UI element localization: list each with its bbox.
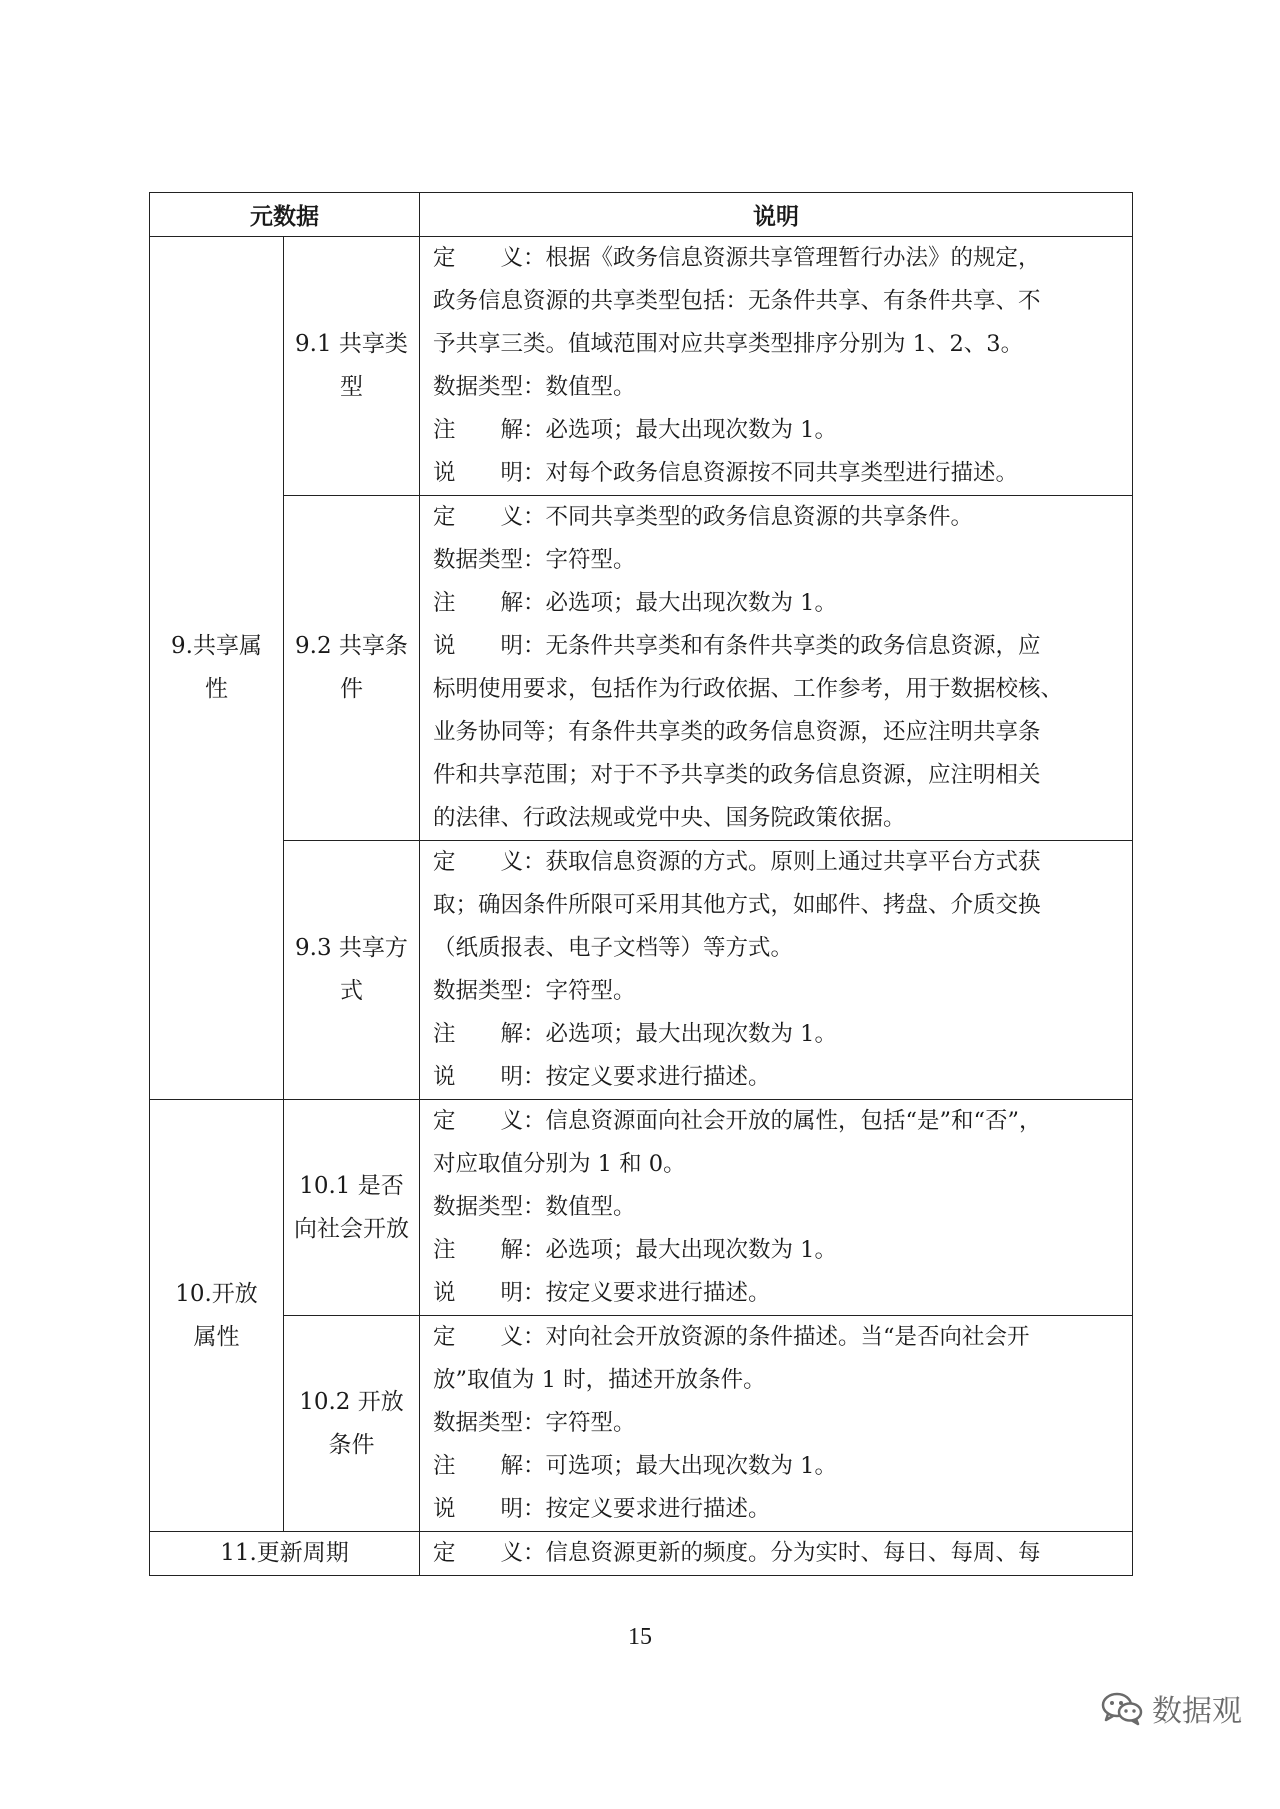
subcategory-cell: 9.3 共享方式 xyxy=(284,841,420,1100)
wechat-icon xyxy=(1100,1690,1144,1726)
subcategory-cell: 10.2 开放条件 xyxy=(284,1316,420,1532)
description-line: 数据类型：字符型。 xyxy=(433,978,636,1004)
description-line: 定 义：信息资源面向社会开放的属性，包括“是”和“否”， xyxy=(433,1108,1042,1134)
table-row xyxy=(150,237,1133,496)
subcategory-cell: 9.1 共享类型 xyxy=(284,237,420,496)
description-line: 放”取值为 1 时，描述开放条件。 xyxy=(433,1367,766,1393)
description-line: 予共享三类。值域范围对应共享类型排序分别为 1、2、3。 xyxy=(433,331,1024,357)
description-line: 政务信息资源的共享类型包括：无条件共享、有条件共享、不 xyxy=(433,288,1041,314)
description-line: 标明使用要求，包括作为行政依据、工作参考，用于数据校核、 xyxy=(433,676,1064,702)
category-cell: 9.共享属性 xyxy=(150,237,284,1100)
table-row xyxy=(150,1316,1133,1532)
description-line: 注 解：可选项；最大出现次数为 1。 xyxy=(433,1453,837,1479)
description-cell xyxy=(420,496,1133,841)
watermark-text: 数据观 xyxy=(1152,1694,1242,1729)
category-cell: 10.开放属性 xyxy=(150,1100,284,1532)
table-row xyxy=(150,496,1133,841)
description-line: 定 义：根据《政务信息资源共享管理暂行办法》的规定， xyxy=(433,245,1041,271)
description-line: 说 明：无条件共享类和有条件共享类的政务信息资源，应 xyxy=(433,633,1041,659)
description-line: 定 义：不同共享类型的政务信息资源的共享条件。 xyxy=(433,504,974,530)
description-cell xyxy=(420,1316,1133,1532)
description-line: 取；确因条件所限可采用其他方式，如邮件、拷盘、介质交换 xyxy=(433,892,1041,918)
description-line: 注 解：必选项；最大出现次数为 1。 xyxy=(433,590,837,616)
description-line: 对应取值分别为 1 和 0。 xyxy=(433,1151,686,1177)
header-metadata: 元数据 xyxy=(150,193,420,237)
watermark xyxy=(1100,1686,1242,1730)
header-description: 说明 xyxy=(420,193,1133,237)
table-header-row xyxy=(150,193,1133,237)
description-line: 定 义：对向社会开放资源的条件描述。当“是否向社会开 xyxy=(433,1324,1030,1350)
description-line: 说 明：对每个政务信息资源按不同共享类型进行描述。 xyxy=(433,460,1019,486)
description-line: 数据类型：字符型。 xyxy=(433,1410,636,1436)
subcategory-cell: 10.1 是否向社会开放 xyxy=(284,1100,420,1316)
description-line: 数据类型：字符型。 xyxy=(433,547,636,573)
table-row xyxy=(150,1100,1133,1316)
description-line: （纸质报表、电子文档等）等方式。 xyxy=(433,935,794,961)
metadata-table xyxy=(149,192,1133,1576)
description-line: 的法律、行政法规或党中央、国务院政策依据。 xyxy=(433,805,906,831)
table-row xyxy=(150,841,1133,1100)
description-line: 注 解：必选项；最大出现次数为 1。 xyxy=(433,1237,837,1263)
table-row xyxy=(150,1532,1133,1576)
description-line: 定 义：信息资源更新的频度。分为实时、每日、每周、每 xyxy=(433,1540,1041,1566)
description-line: 数据类型：数值型。 xyxy=(433,1194,636,1220)
category-cell: 11.更新周期 xyxy=(150,1532,420,1576)
description-line: 说 明：按定义要求进行描述。 xyxy=(433,1496,771,1522)
description-line: 注 解：必选项；最大出现次数为 1。 xyxy=(433,1021,837,1047)
description-cell xyxy=(420,1100,1133,1316)
page-number: 15 xyxy=(628,1624,652,1650)
description-cell xyxy=(420,841,1133,1100)
description-line: 定 义：获取信息资源的方式。原则上通过共享平台方式获 xyxy=(433,849,1041,875)
description-line: 数据类型：数值型。 xyxy=(433,374,636,400)
description-line: 注 解：必选项；最大出现次数为 1。 xyxy=(433,417,837,443)
description-cell xyxy=(420,237,1133,496)
description-line: 业务协同等；有条件共享类的政务信息资源，还应注明共享条 xyxy=(433,719,1041,745)
description-line: 说 明：按定义要求进行描述。 xyxy=(433,1280,771,1306)
description-line: 件和共享范围；对于不予共享类的政务信息资源，应注明相关 xyxy=(433,762,1041,788)
subcategory-cell: 9.2 共享条件 xyxy=(284,496,420,841)
description-line: 说 明：按定义要求进行描述。 xyxy=(433,1064,771,1090)
description-cell xyxy=(420,1532,1133,1576)
